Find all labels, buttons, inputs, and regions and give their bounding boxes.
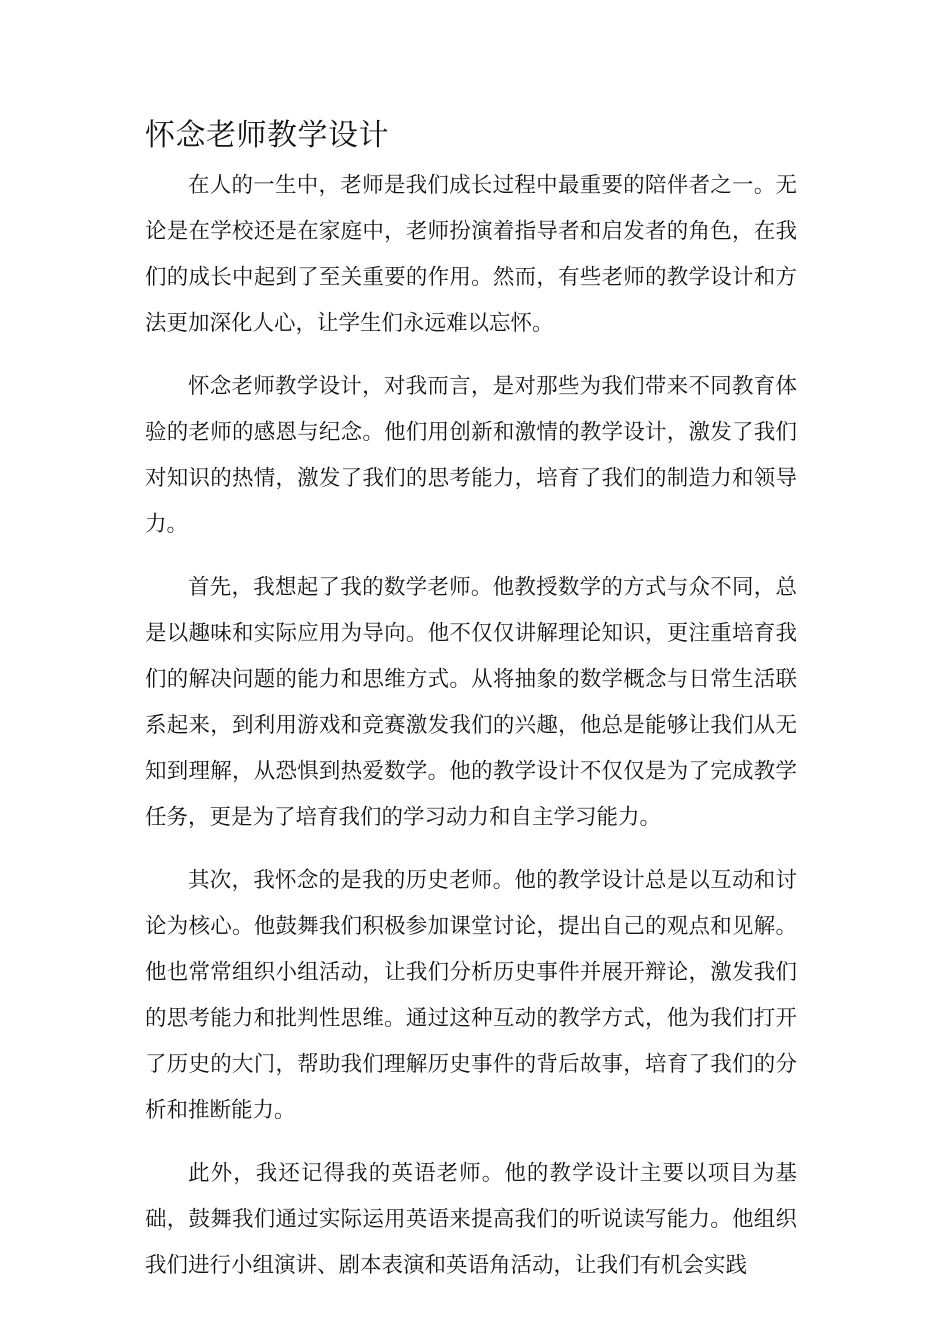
document-body — [145, 163, 797, 1306]
paragraph-intro: 在人的一生中，老师是我们成长过程中最重要的陪伴者之一。无论是在学校还是在家庭中，老师扮演着指导者和启发者的角色，在我们的成长中起到了至关重要的作用。然而，有些老师的教学设计和方法更加深化人心，让学生们永远难以忘怀。 — [145, 173, 797, 336]
document-title: 怀念老师教学设计 — [145, 118, 389, 153]
paragraph-history-teacher: 其次，我怀念的是我的历史老师。他的教学设计总是以互动和讨论为核心。他鼓舞我们积极参加课堂讨论，提出自己的观点和见解。他也常常组织小组活动，让我们分析历史事件并展开辩论，激发我们的思考能力和批判性思维。通过这种互动的教学方式，他为我们打开了历史的大门，帮助我们理解历史事件的背后故事，培育了我们的分析和推断能力。 — [145, 868, 797, 1123]
paragraph-english-teacher: 此外，我还记得我的英语老师。他的教学设计主要以项目为基础，鼓舞我们通过实际运用英语来提高我们的听说读写能力。他组织我们进行小组演讲、剧本表演和英语角活动，让我们有机会实践 — [145, 1161, 797, 1278]
paragraph-math-teacher: 首先，我想起了我的数学老师。他教授数学的方式与众不同，总是以趣味和实际应用为导向。他不仅仅讲解理论知识，更注重培育我们的解决问题的能力和思维方式。从将抽象的数学概念与日常生活联系起来，到利用游戏和竞赛激发我们的兴趣，他总是能够让我们从无知到理解，从恐惧到热爱数学。他的教学设计不仅仅是为了完成教学任务，更是为了培育我们的学习动力和自主学习能力。 — [145, 575, 797, 830]
paragraph-gratitude: 怀念老师教学设计，对我而言，是对那些为我们带来不同教育体验的老师的感恩与纪念。他们用创新和激情的教学设计，激发了我们对知识的热情，激发了我们的思考能力，培育了我们的制造力和领导力。 — [145, 374, 797, 537]
